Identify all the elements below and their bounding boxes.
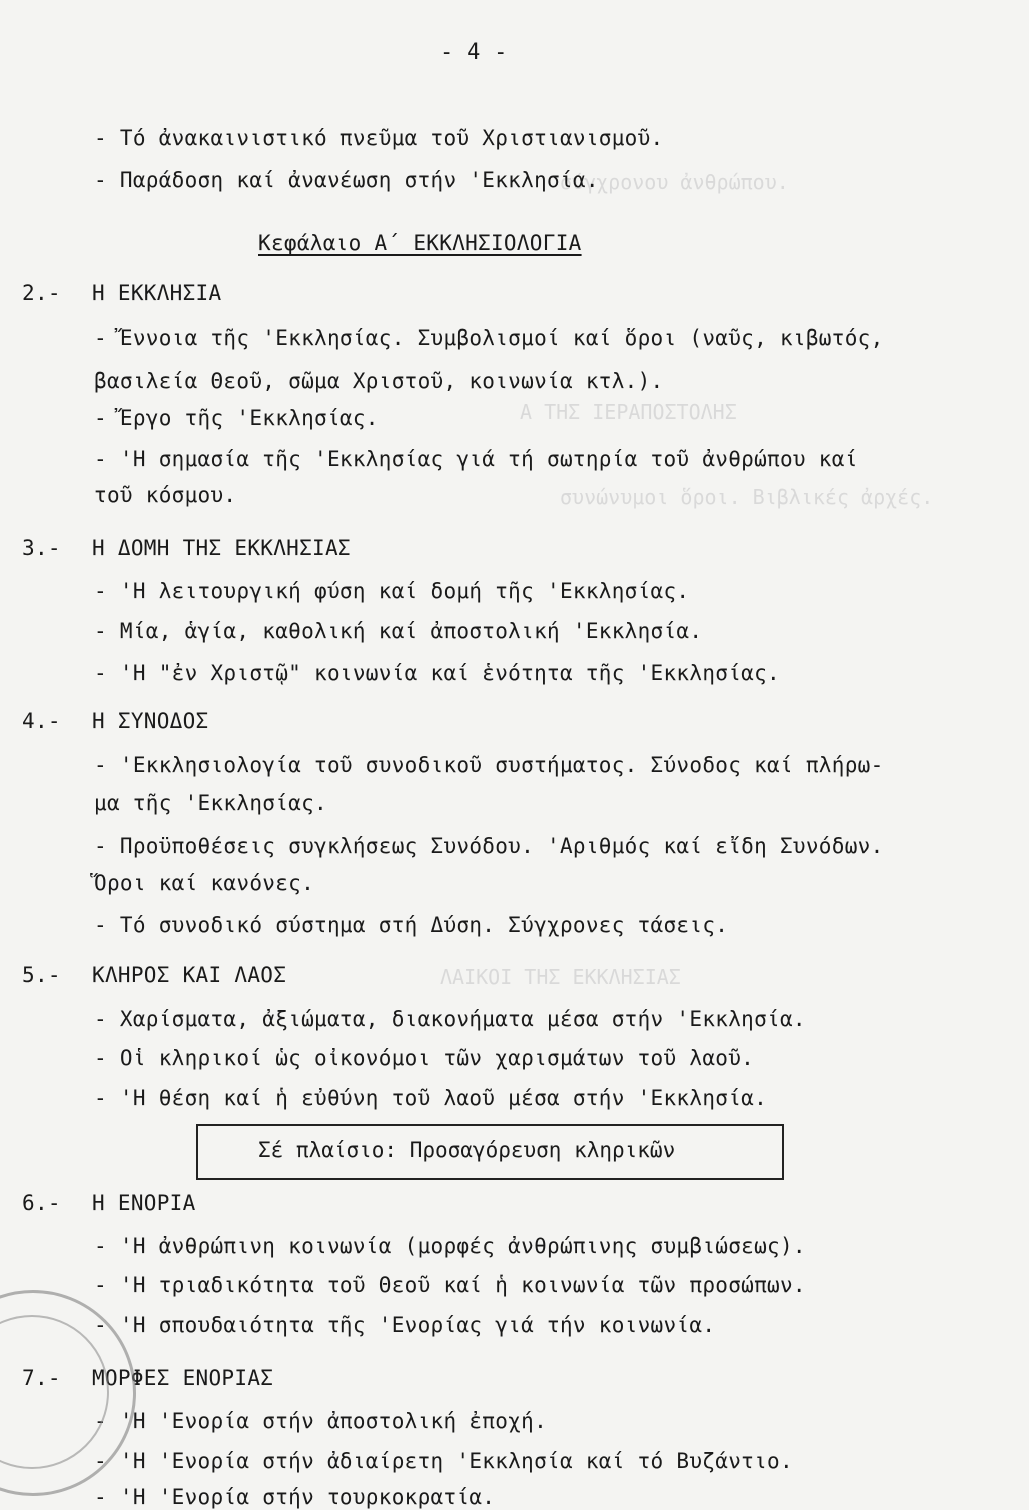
section-line: - 'Η τριαδικότητα τοῦ Θεοῦ καί ἡ κοινωνία τῶν προσώπων. (94, 1273, 806, 1297)
section-line: - Μία, ἁγία, καθολική καί ἀποστολική 'Εκκλησία. (94, 619, 703, 643)
section-line: Ὅροι καί κανόνες. (94, 871, 315, 895)
section-line: - 'Η ἀνθρώπινη κοινωνία (μορφές ἀνθρώπινης συμβιώσεως). (94, 1234, 806, 1258)
section-title: ΜΟΡΦΕΣ ΕΝΟΡΙΑΣ (92, 1366, 274, 1390)
section-line: - Οἱ κληρικοί ὡς οἰκονόμοι τῶν χαρισμάτων τοῦ λαοῦ. (94, 1046, 755, 1070)
bleed-through-text: σύγχρονου ἀνθρώπου. (560, 170, 789, 194)
section-line: - Ἔννοια τῆς 'Εκκλησίας. Συμβολισμοί καί ὅροι (ναῦς, κιβωτός, (94, 326, 884, 350)
section-title: ΚΛΗΡΟΣ ΚΑΙ ΛΑΟΣ (92, 963, 287, 987)
boxed-note (196, 1124, 784, 1180)
section-line: τοῦ κόσμου. (94, 483, 237, 507)
intro-line: - Παράδοση καί ἀνανέωση στήν 'Εκκλησία. (94, 168, 599, 192)
section-title: Η ΣΥΝΟΔΟΣ (92, 709, 209, 733)
section-title: Η ΕΚΚΛΗΣΙΑ (92, 281, 222, 305)
section-line: - 'Η 'Ενορία στήν ἀδιαίρετη 'Εκκλησία καί τό Βυζάντιο. (94, 1449, 793, 1473)
section-line: - 'Η λειτουργική φύση καί δομή τῆς 'Εκκλησίας. (94, 579, 690, 603)
section-line: - Τό συνοδικό σύστημα στή Δύση. Σύγχρονες τάσεις. (94, 913, 729, 937)
chapter-heading: Κεφάλαιο Α΄ ΕΚΚΛΗΣΙΟΛΟΓΙΑ (258, 231, 582, 255)
section-number: 6.- (22, 1191, 61, 1215)
bleed-through-text: ΛΑΙΚΟΙ ΤΗΣ ΕΚΚΛΗΣΙΑΣ (440, 965, 681, 989)
section-line: βασιλεία Θεοῦ, σῶμα Χριστοῦ, κοινωνία κτλ.). (94, 369, 664, 393)
section-title: Η ΕΝΟΡΙΑ (92, 1191, 196, 1215)
bleed-through-text: Α ΤΗΣ ΙΕΡΑΠΟΣΤΟΛΗΣ (520, 400, 737, 424)
section-line: μα τῆς 'Εκκλησίας. (94, 791, 327, 815)
section-line: - 'Η σπουδαιότητα τῆς 'Ενορίας γιά τήν κοινωνία. (94, 1313, 716, 1337)
section-line: - 'Η 'Ενορία στήν ἀποστολική ἐποχή. (94, 1409, 548, 1433)
section-line: - 'Η σημασία τῆς 'Εκκλησίας γιά τή σωτηρία τοῦ ἀνθρώπου καί (94, 447, 858, 471)
section-line: - Προϋποθέσεις συγκλήσεως Συνόδου. 'Αριθμός καί εἴδη Συνόδων. (94, 834, 884, 858)
section-line: - 'Εκκλησιολογία τοῦ συνοδικοῦ συστήματος. Σύνοδος καί πλήρω- (94, 753, 884, 777)
section-line: - 'Η "ἐν Χριστῷ" κοινωνία καί ἑνότητα τῆς 'Εκκλησίας. (94, 661, 780, 685)
section-number: 5.- (22, 963, 61, 987)
section-number: 3.- (22, 536, 61, 560)
section-number: 2.- (22, 281, 61, 305)
page-number: - 4 - (440, 40, 508, 65)
section-line: - 'Η θέση καί ἡ εὐθύνη τοῦ λαοῦ μέσα στήν 'Εκκλησία. (94, 1086, 768, 1110)
section-number: 7.- (22, 1366, 61, 1390)
section-title: Η ΔΟΜΗ ΤΗΣ ΕΚΚΛΗΣΙΑΣ (92, 536, 351, 560)
section-number: 4.- (22, 709, 61, 733)
section-line: - Ἔργο τῆς 'Εκκλησίας. (94, 406, 379, 430)
boxed-note-text: Σέ πλαίσιο: Προσαγόρευση κληρικῶν (258, 1138, 676, 1162)
section-line: - 'Η 'Ενορία στήν τουρκοκρατία. (94, 1485, 496, 1509)
intro-line: - Τό ἀνακαινιστικό πνεῦμα τοῦ Χριστιανισμοῦ. (94, 126, 664, 150)
bleed-through-text: συνώνυμοι ὅροι. Βιβλικές ἀρχές. (560, 485, 934, 509)
section-line: - Χαρίσματα, ἀξιώματα, διακονήματα μέσα στήν 'Εκκλησία. (94, 1007, 806, 1031)
